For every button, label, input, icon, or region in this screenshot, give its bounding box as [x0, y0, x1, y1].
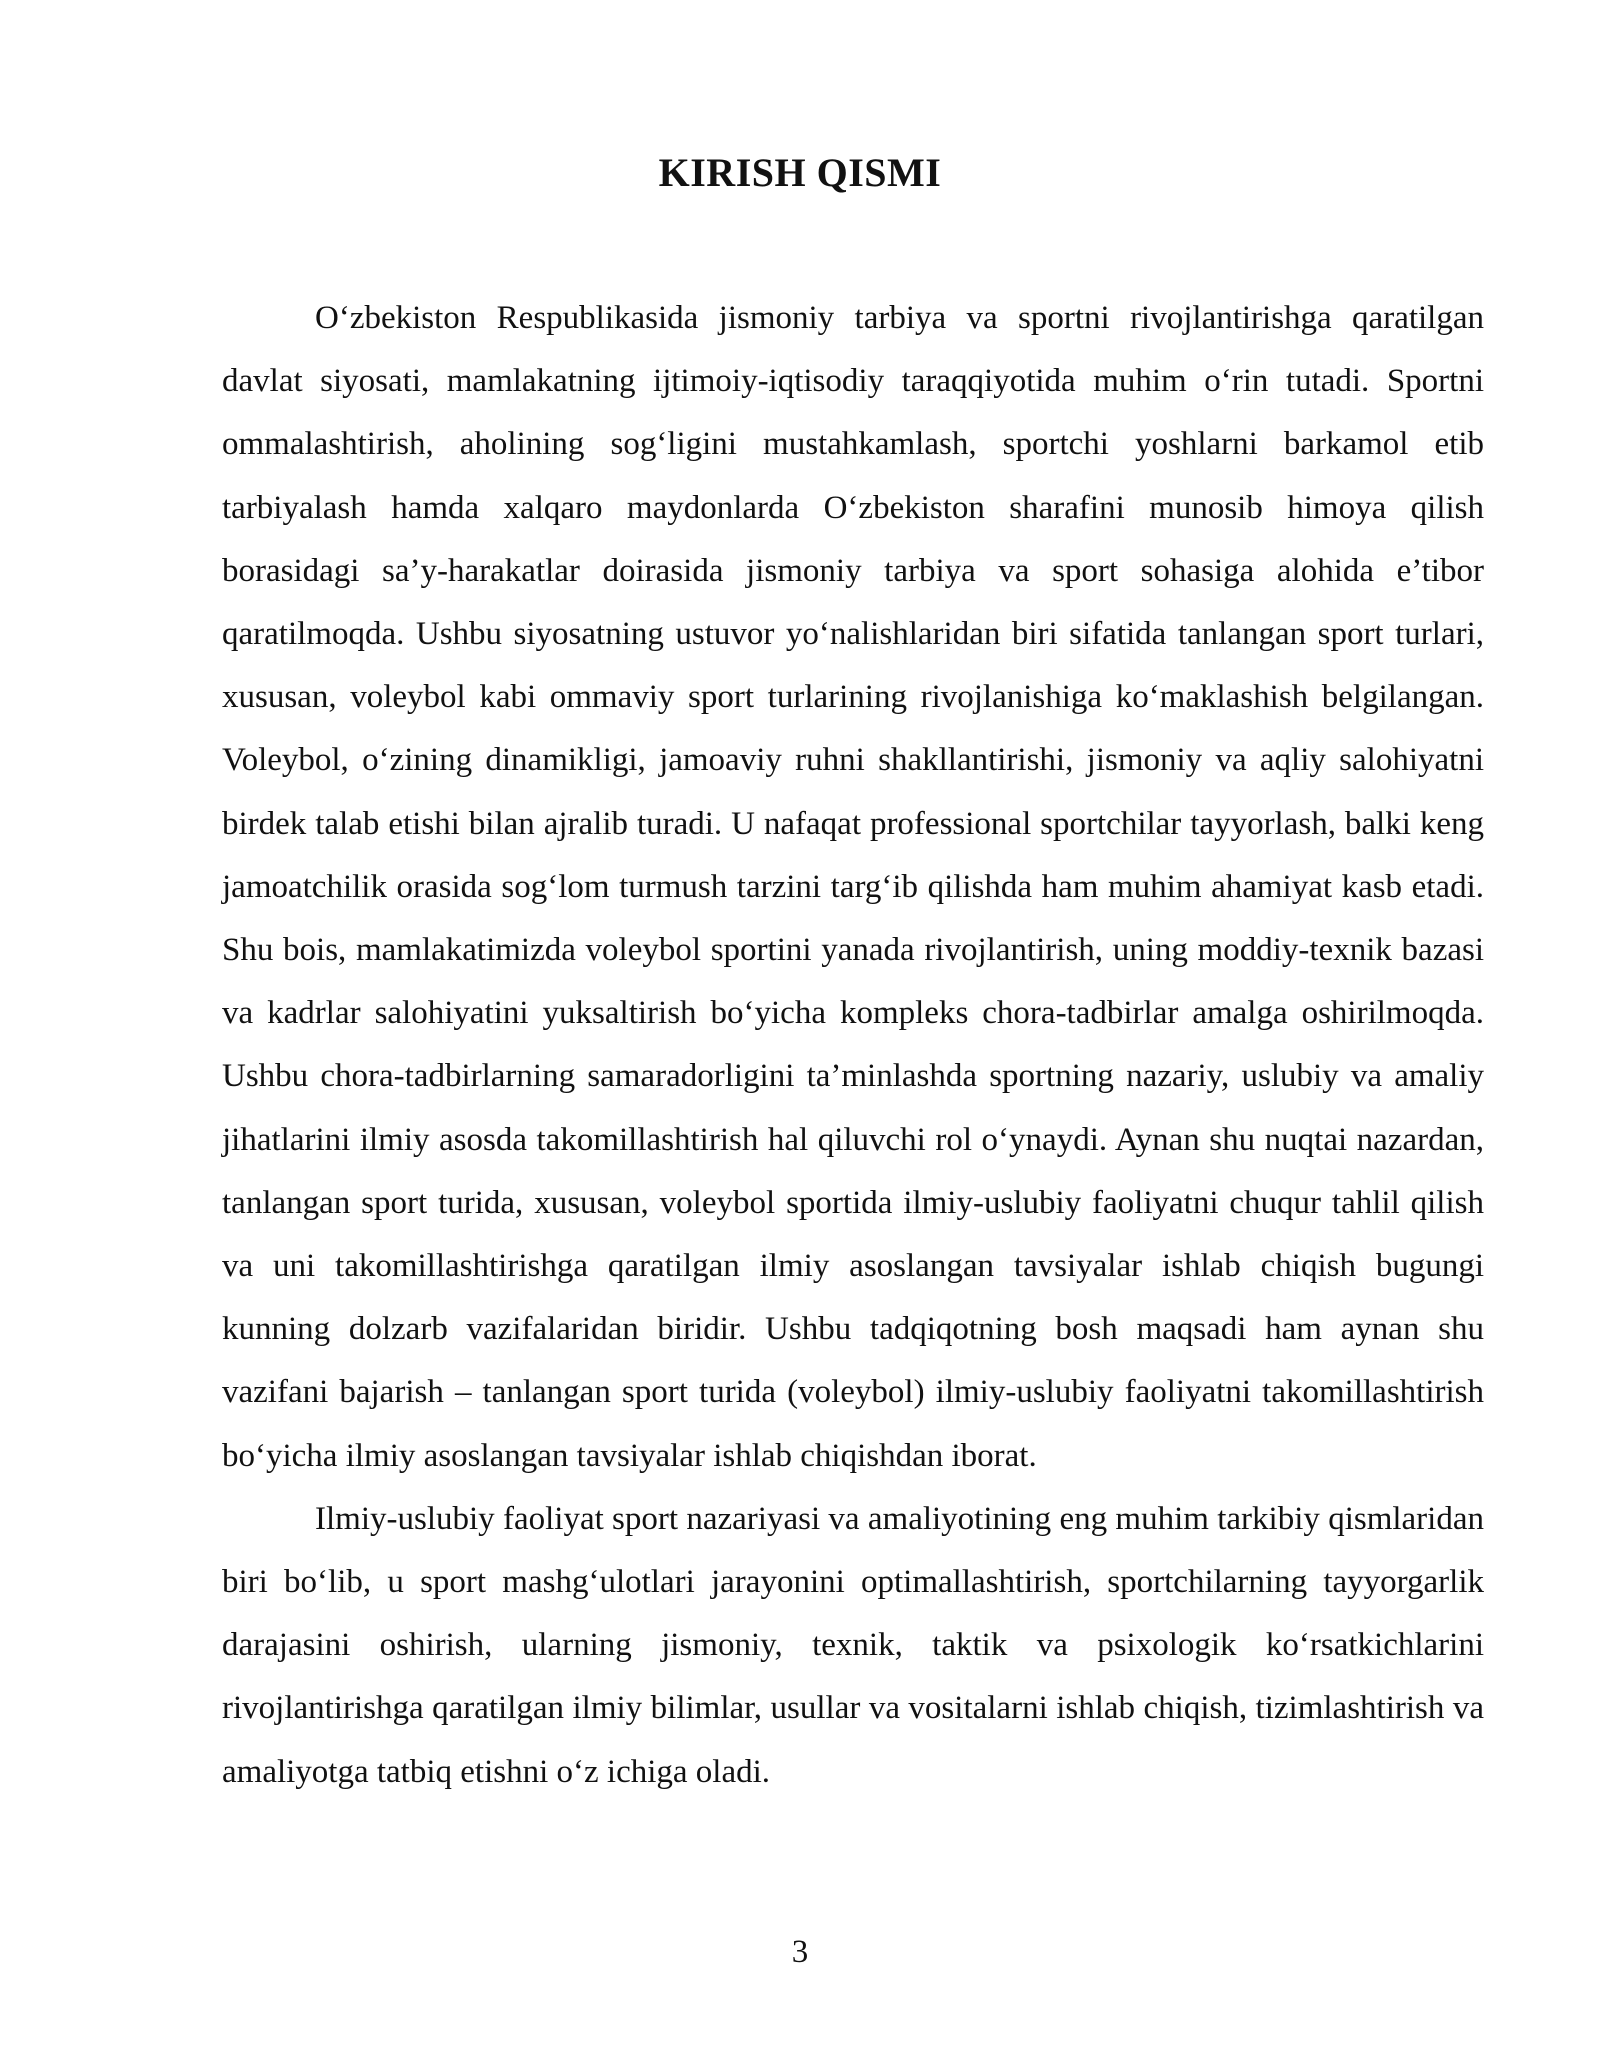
section-title: KIRISH QISMI [658, 150, 942, 195]
page-number: 3 [791, 1934, 809, 1970]
paragraph-2: Ilmiy-uslubiy faoliyat sport nazariyasi va amaliyotining eng muhim tarkibiy qismlaridan biri bo‘lib, u sport mashg‘ulotlari jarayonini optimallashtirish, sportchilarning tayyorgarlik darajasini oshirish, ularning jismoniy, texnik, taktik va psixologik ko‘rsatkichlarini rivojlantirishga qaratilgan ilmiy bilimlar, usullar va vositalarni ishlab chiqish, tizimlashtirish va amaliyotga tatbiq etishni o‘z ichiga oladi. [222, 1500, 1484, 1790]
body-text [222, 287, 1484, 1804]
paragraph-1: O‘zbekiston Respublikasida jismoniy tarbiya va sportni rivojlantirishga qaratilgan davlat siyosati, mamlakatning ijtimoiy-iqtisodiy taraqqiyotida muhim o‘rin tutadi. Sportni ommalashtirish, aholining sog‘ligini mustahkamlash, sportchi yoshlarni barkamol etib tarbiyalash hamda xalqaro maydonlarda O‘zbekiston sharafini munosib himoya qilish borasidagi sa’y-harakatlar doirasida jismoniy tarbiya va sport sohasiga alohida e’tibor qaratilmoqda. Ushbu siyosatning ustuvor yo‘nalishlaridan biri sifatida tanlangan sport turlari, xususan, voleybol kabi ommaviy sport turlarining rivojlanishiga ko‘maklashish belgilangan. Voleybol, o‘zining dinamikligi, jamoaviy ruhni shakllantirishi, jismoniy va aqliy salohiyatni birdek talab etishi bilan ajralib turadi. U nafaqat professional sportchilar tayyorlash, balki keng jamoatchilik orasida sog‘lom turmush tarzini targ‘ib qilishda ham muhim ahamiyat kasb etadi. Shu bois, mamlakatimizda voleybol sportini yanada rivojlantirish, uning moddiy-texnik bazasi va kadrlar salohiyatini yuksaltirish bo‘yicha kompleks chora-tadbirlar amalga oshirilmoqda. Ushbu chora-tadbirlarning samaradorligini ta’minlashda sportning nazariy, uslubiy va amaliy jihatlarini ilmiy asosda takomillashtirish hal qiluvchi rol o‘ynaydi. Aynan shu nuqtai nazardan, tanlangan sport turida, xususan, voleybol sportida ilmiy-uslubiy faoliyatni chuqur tahlil qilish va uni takomillashtirishga qaratilgan ilmiy asoslangan tavsiyalar ishlab chiqish bugungi kunning dolzarb vazifalaridan biridir. Ushbu tadqiqotning bosh maqsadi ham aynan shu vazifani bajarish – tanlangan sport turida (voleybol) ilmiy-uslubiy faoliyatni takomillashtirish bo‘yicha ilmiy asoslangan tavsiyalar ishlab chiqishdan iborat. [222, 300, 1484, 1474]
